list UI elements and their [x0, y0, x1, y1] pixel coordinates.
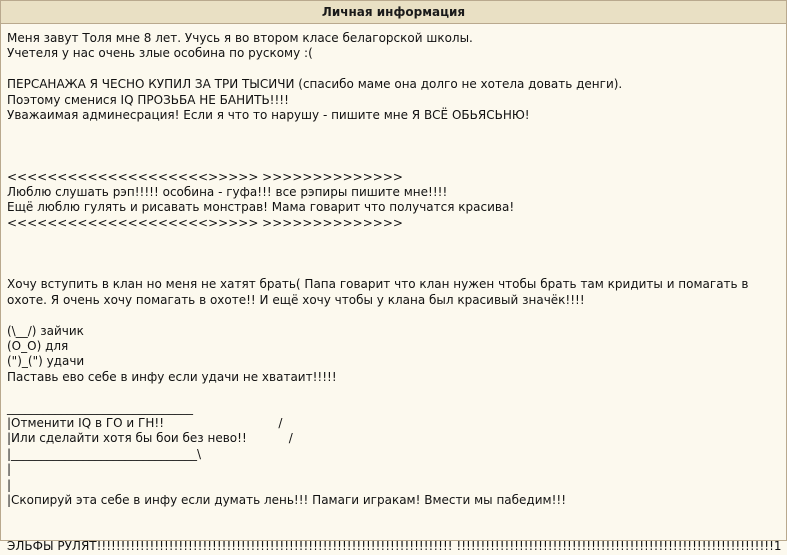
arrow-divider: <<<<<<<<<<<<<<<<<<<<>>>>> >>>>>>>>>>>>>>	[7, 169, 403, 184]
blank-line	[7, 139, 780, 154]
text-line: Люблю слушать рэп!!!!! особина - гуфа!!! все рэпиры пишите мне!!!!	[7, 185, 448, 199]
bunny-art-line: (")_(") удачи	[7, 354, 85, 369]
text-line: Паставь ево себе в инфу если удачи не хватаит!!!!!	[7, 369, 337, 384]
blank-line	[7, 385, 780, 400]
text-line: Учетеля у нас очень злые особина по рускому :(	[7, 46, 313, 61]
blank-line	[7, 123, 780, 138]
blank-line	[7, 231, 780, 246]
text-line: Уважаимая админесрация! Если я что то нарушу - пишите мне Я ВСЁ ОБЬЯСЬНЮ!	[7, 108, 530, 123]
blank-line	[7, 154, 780, 169]
box-art-line: |Скопируй эта себе в инфу если думать лень!!! Памаги игракам! Вмести мы пабедим!!!	[7, 493, 567, 508]
blank-line	[7, 62, 780, 77]
arrow-divider: <<<<<<<<<<<<<<<<<<<<>>>>> >>>>>>>>>>>>>>	[7, 215, 403, 230]
blank-line	[7, 262, 780, 277]
blank-line	[7, 524, 780, 539]
blank-line	[7, 247, 780, 262]
bunny-art-line: (\__/) зайчик	[7, 323, 84, 338]
box-art-line: |Отменити IQ в ГО и ГН!! /	[7, 416, 283, 431]
text-line: Поэтому сменися IQ ПРОЗЬБА НЕ БАНИТЬ!!!!	[7, 92, 289, 107]
panel-title: Личная информация	[1, 1, 786, 24]
box-art-line: |_______________________________\	[7, 446, 202, 461]
text-line: ПЕРСАНАЖА Я ЧЕСНО КУПИЛ ЗА ТРИ ТЫСИЧИ (спасибо маме она долго не хотела довать денги).	[7, 77, 623, 92]
box-art-line: _______________________________	[7, 400, 193, 415]
bunny-art-line: (O_O) для	[7, 339, 69, 353]
text-line: Ещё люблю гулять и рисавать монстрав! Мама говарит что получатся красива!	[7, 200, 515, 215]
blank-line	[7, 508, 780, 523]
blank-line	[7, 308, 780, 323]
text-paragraph: Хочу вступить в клан но меня не хатят брать( Папа говарит что клан нужен чтобы брать там кридиты и помагать в охоте. Я очень хочу помагать в охоте!! И ещё хочу чтобы у клана был красивый значёк!!!!	[7, 277, 749, 307]
text-line: Меня завут Толя мне 8 лет. Учусь я во втором класе белагорской школы.	[7, 31, 473, 45]
box-art-line: |	[7, 477, 12, 492]
box-art-line: |	[7, 462, 12, 477]
box-art-line: |Или сделайти хотя бы бои без нево!! /	[7, 431, 293, 446]
info-text-body	[1, 24, 786, 555]
text-line: ЭЛЬФЫ РУЛЯТ!!!!!!!!!!!!!!!!!!!!!!!!!!!!!!!!!!!!!!!!!!!!!!!!!!!!!!!!!!!!!!!!!!!!!!!!!! !!!!!!!!!!!!!!!!!!!!!!!!!!!!!!!!!!!!!!!!!!!!!!!!!!!!!!!!!!!!!!!!!!1	[7, 539, 782, 554]
